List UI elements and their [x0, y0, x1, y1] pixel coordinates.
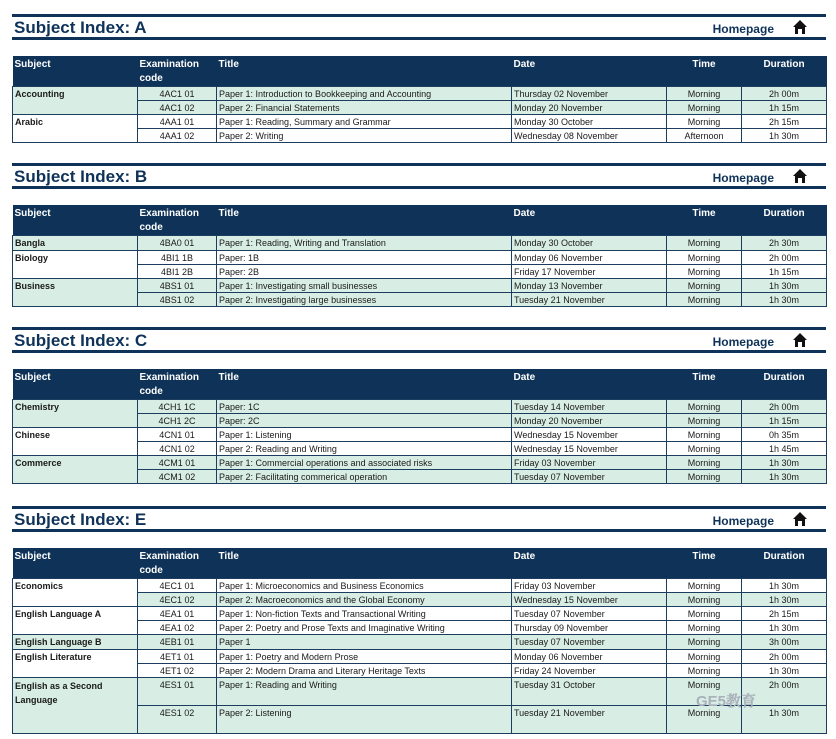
table-row [13, 635, 827, 650]
code-cell: 4EB1 01 [138, 635, 217, 650]
table-row [13, 428, 827, 442]
code-cell: 4BS1 02 [138, 293, 217, 307]
subject-cell: Biology [13, 251, 138, 279]
time-cell: Afternoon [667, 129, 742, 143]
time-cell: Morning [667, 456, 742, 470]
exam-table [12, 56, 827, 143]
duration-cell: 1h 30m [742, 621, 827, 635]
homepage-link[interactable]: Homepage [712, 514, 774, 528]
header-code: Examination code [138, 369, 217, 400]
title-cell: Paper 1: Microeconomics and Business Economics [217, 579, 512, 593]
table-row [13, 279, 827, 293]
header-date: Date [512, 548, 667, 579]
table-header-row [13, 205, 827, 236]
table-row [13, 607, 827, 621]
duration-cell: 2h 15m [742, 115, 827, 129]
duration-cell: 1h 30m [742, 456, 827, 470]
date-cell: Monday 30 October [512, 115, 667, 129]
duration-cell: 3h 00m [742, 635, 827, 650]
header-time: Time [667, 205, 742, 236]
exam-table [12, 369, 827, 484]
table-row [13, 251, 827, 265]
duration-cell: 1h 30m [742, 129, 827, 143]
subject-cell: Arabic [13, 115, 138, 143]
duration-cell: 1h 30m [742, 706, 827, 734]
date-cell: Friday 03 November [512, 456, 667, 470]
header-subject: Subject [13, 205, 138, 236]
time-cell: Morning [667, 428, 742, 442]
title-cell: Paper 1: Listening [217, 428, 512, 442]
time-cell: Morning [667, 400, 742, 414]
duration-cell: 1h 30m [742, 664, 827, 678]
date-cell: Monday 20 November [512, 101, 667, 115]
time-cell: Morning [667, 579, 742, 593]
header-code: Examination code [138, 548, 217, 579]
section-header [12, 163, 826, 189]
subject-cell: Chinese [13, 428, 138, 456]
title-cell: Paper 1: Poetry and Modern Prose [217, 650, 512, 664]
title-cell: Paper 2: Listening [217, 706, 512, 734]
title-cell: Paper 1: Investigating small businesses [217, 279, 512, 293]
title-cell: Paper 2: Facilitating commerical operation [217, 470, 512, 484]
duration-cell: 2h 00m [742, 87, 827, 101]
time-cell: Morning [667, 115, 742, 129]
date-cell: Tuesday 21 November [512, 293, 667, 307]
table-header-row [13, 369, 827, 400]
header-subject: Subject [13, 369, 138, 400]
code-cell: 4CH1 1C [138, 400, 217, 414]
time-cell: Morning [667, 265, 742, 279]
header-duration: Duration [742, 205, 827, 236]
time-cell: Morning [667, 706, 742, 734]
date-cell: Tuesday 14 November [512, 400, 667, 414]
header-date: Date [512, 205, 667, 236]
subject-cell: Bangla [13, 236, 138, 251]
code-cell: 4ES1 01 [138, 678, 217, 706]
subject-cell: Commerce [13, 456, 138, 484]
code-cell: 4BA0 01 [138, 236, 217, 251]
code-cell: 4CM1 02 [138, 470, 217, 484]
duration-cell: 1h 30m [742, 470, 827, 484]
header-date: Date [512, 56, 667, 87]
date-cell: Wednesday 15 November [512, 593, 667, 607]
section-a [12, 14, 826, 141]
date-cell: Monday 13 November [512, 279, 667, 293]
subject-cell: English as a Second Language [13, 678, 138, 734]
duration-cell: 1h 45m [742, 442, 827, 456]
code-cell: 4AA1 02 [138, 129, 217, 143]
code-cell: 4AA1 01 [138, 115, 217, 129]
home-icon[interactable] [792, 332, 808, 348]
duration-cell: 0h 35m [742, 428, 827, 442]
date-cell: Wednesday 15 November [512, 442, 667, 456]
duration-cell: 2h 15m [742, 607, 827, 621]
table-row [13, 456, 827, 470]
exam-table [12, 205, 827, 307]
title-cell: Paper 1: Reading, Writing and Translation [217, 236, 512, 251]
time-cell: Morning [667, 470, 742, 484]
header-code: Examination code [138, 205, 217, 236]
duration-cell: 1h 30m [742, 579, 827, 593]
duration-cell: 2h 00m [742, 400, 827, 414]
date-cell: Monday 06 November [512, 650, 667, 664]
time-cell: Morning [667, 87, 742, 101]
subject-cell: Accounting [13, 87, 138, 115]
date-cell: Thursday 09 November [512, 621, 667, 635]
subject-cell: English Literature [13, 650, 138, 678]
homepage-link[interactable]: Homepage [712, 171, 774, 185]
time-cell: Morning [667, 607, 742, 621]
table-row [13, 236, 827, 251]
code-cell: 4EA1 02 [138, 621, 217, 635]
code-cell: 4EA1 01 [138, 607, 217, 621]
header-subject: Subject [13, 56, 138, 87]
header-time: Time [667, 369, 742, 400]
table-row [13, 87, 827, 101]
code-cell: 4EC1 02 [138, 593, 217, 607]
home-icon[interactable] [792, 19, 808, 35]
code-cell: 4CN1 02 [138, 442, 217, 456]
time-cell: Morning [667, 635, 742, 650]
time-cell: Morning [667, 664, 742, 678]
time-cell: Morning [667, 650, 742, 664]
homepage-link[interactable]: Homepage [712, 335, 774, 349]
table-row [13, 650, 827, 664]
title-cell: Paper 1: Introduction to Bookkeeping and Accounting [217, 87, 512, 101]
duration-cell: 1h 15m [742, 101, 827, 115]
subject-cell: English Language A [13, 607, 138, 635]
subject-cell: English Language B [13, 635, 138, 650]
section-title: Subject Index: A [14, 18, 147, 37]
section-title: Subject Index: E [14, 510, 147, 529]
title-cell: Paper 2: Modern Drama and Literary Heritage Texts [217, 664, 512, 678]
title-cell: Paper 2: Macroeconomics and the Global Economy [217, 593, 512, 607]
time-cell: Morning [667, 414, 742, 428]
code-cell: 4ET1 02 [138, 664, 217, 678]
watermark: GE5教育 [696, 693, 757, 710]
section-title: Subject Index: C [14, 331, 148, 350]
code-cell: 4CN1 01 [138, 428, 217, 442]
home-icon[interactable] [792, 511, 808, 527]
code-cell: 4CM1 01 [138, 456, 217, 470]
section-header [12, 506, 826, 532]
code-cell: 4BI1 2B [138, 265, 217, 279]
header-time: Time [667, 548, 742, 579]
header-duration: Duration [742, 369, 827, 400]
date-cell: Friday 24 November [512, 664, 667, 678]
section-c [12, 327, 826, 482]
code-cell: 4EC1 01 [138, 579, 217, 593]
date-cell: Monday 06 November [512, 251, 667, 265]
header-title: Title [217, 56, 512, 87]
header-duration: Duration [742, 56, 827, 87]
date-cell: Tuesday 07 November [512, 470, 667, 484]
title-cell: Paper 2: Poetry and Prose Texts and Imaginative Writing [217, 621, 512, 635]
section-title: Subject Index: B [14, 167, 148, 186]
homepage-link[interactable]: Homepage [712, 22, 774, 36]
table-row [13, 115, 827, 129]
home-icon[interactable] [792, 168, 808, 184]
title-cell: Paper 1: Reading, Summary and Grammar [217, 115, 512, 129]
code-cell: 4AC1 01 [138, 87, 217, 101]
code-cell: 4ET1 01 [138, 650, 217, 664]
header-subject: Subject [13, 548, 138, 579]
time-cell: Morning [667, 593, 742, 607]
section-header [12, 14, 826, 40]
time-cell: Morning [667, 621, 742, 635]
section-b [12, 163, 826, 305]
title-cell: Paper 2: Investigating large businesses [217, 293, 512, 307]
header-title: Title [217, 205, 512, 236]
time-cell: Morning [667, 442, 742, 456]
title-cell: Paper 1: Reading and Writing [217, 678, 512, 706]
code-cell: 4BI1 1B [138, 251, 217, 265]
duration-cell: 1h 15m [742, 265, 827, 279]
date-cell: Monday 20 November [512, 414, 667, 428]
header-title: Title [217, 548, 512, 579]
title-cell: Paper 2: Reading and Writing [217, 442, 512, 456]
duration-cell: 2h 30m [742, 236, 827, 251]
date-cell: Friday 17 November [512, 265, 667, 279]
table-header-row [13, 56, 827, 87]
duration-cell: 2h 00m [742, 251, 827, 265]
header-duration: Duration [742, 548, 827, 579]
date-cell: Wednesday 15 November [512, 428, 667, 442]
code-cell: 4AC1 02 [138, 101, 217, 115]
subject-cell: Business [13, 279, 138, 307]
header-time: Time [667, 56, 742, 87]
date-cell: Tuesday 07 November [512, 635, 667, 650]
subject-cell: Economics [13, 579, 138, 607]
duration-cell: 1h 30m [742, 593, 827, 607]
time-cell: Morning [667, 251, 742, 265]
code-cell: 4BS1 01 [138, 279, 217, 293]
title-cell: Paper 2: Financial Statements [217, 101, 512, 115]
title-cell: Paper: 2C [217, 414, 512, 428]
date-cell: Tuesday 07 November [512, 607, 667, 621]
date-cell: Tuesday 31 October [512, 678, 667, 706]
date-cell: Friday 03 November [512, 579, 667, 593]
title-cell: Paper: 1B [217, 251, 512, 265]
duration-cell: 2h 00m [742, 650, 827, 664]
table-row [13, 579, 827, 593]
title-cell: Paper 2: Writing [217, 129, 512, 143]
date-cell: Thursday 02 November [512, 87, 667, 101]
code-cell: 4CH1 2C [138, 414, 217, 428]
time-cell: Morning [667, 236, 742, 251]
title-cell: Paper 1 [217, 635, 512, 650]
table-header-row [13, 548, 827, 579]
duration-cell: 1h 15m [742, 414, 827, 428]
time-cell: Morning [667, 279, 742, 293]
time-cell: Morning [667, 678, 742, 706]
section-header [12, 327, 826, 353]
duration-cell: 1h 30m [742, 279, 827, 293]
title-cell: Paper 1: Non-fiction Texts and Transactional Writing [217, 607, 512, 621]
title-cell: Paper: 1C [217, 400, 512, 414]
header-date: Date [512, 369, 667, 400]
duration-cell: 1h 30m [742, 293, 827, 307]
time-cell: Morning [667, 101, 742, 115]
title-cell: Paper 1: Commercial operations and associated risks [217, 456, 512, 470]
code-cell: 4ES1 02 [138, 706, 217, 734]
table-row [13, 400, 827, 414]
date-cell: Monday 30 October [512, 236, 667, 251]
date-cell: Wednesday 08 November [512, 129, 667, 143]
subject-cell: Chemistry [13, 400, 138, 428]
title-cell: Paper: 2B [217, 265, 512, 279]
date-cell: Tuesday 21 November [512, 706, 667, 734]
header-title: Title [217, 369, 512, 400]
duration-cell: 2h 00m [742, 678, 827, 706]
time-cell: Morning [667, 293, 742, 307]
header-code: Examination code [138, 56, 217, 87]
